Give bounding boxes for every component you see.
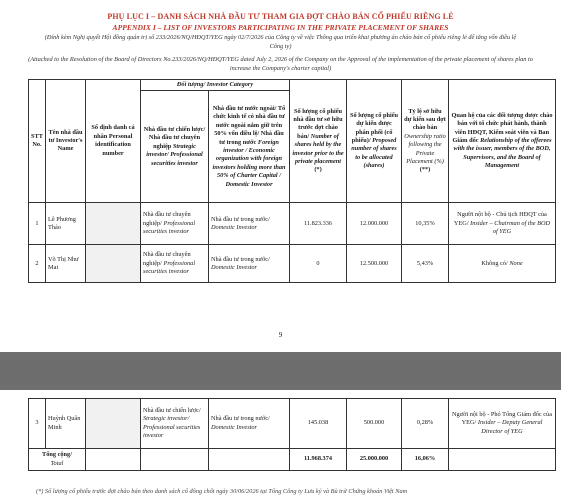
header-ratio-en: Ownership ratio following the Private Placement (%) (404, 132, 446, 166)
investor-table (28, 79, 556, 283)
row-name: Huỳnh Quân Minh (46, 399, 86, 449)
row-proposed: 500.000 (347, 399, 402, 449)
total-held: 11.968.374 (290, 449, 347, 471)
row-domestic-en: Domestic Investor (211, 263, 257, 271)
header-rel-en: Relationship of the offerees with the issuer, members of the BOD, Supervisors, and the Board of Management (453, 137, 552, 170)
row-held: 0 (290, 245, 347, 283)
row-category (141, 399, 209, 449)
header-ratio (402, 80, 449, 203)
row-held: 11.823.336 (290, 203, 347, 245)
row-category-vn: Nhà đầu tư chuyên nghiệp/ (143, 251, 191, 267)
row-relationship (449, 245, 556, 283)
row-domestic-vn: Nhà đầu tư trong nước/ (211, 255, 270, 263)
row-ratio: 0,28% (402, 399, 449, 449)
row-category-vn: Nhà đầu tư chuyên nghiệp/ (143, 211, 191, 227)
total-ratio: 16,06% (402, 449, 449, 471)
header-held (290, 80, 347, 203)
header-foreign (209, 91, 290, 203)
header-strategic (141, 91, 209, 203)
header-held-star: (*) (314, 166, 322, 174)
row-proposed: 12.000.000 (347, 203, 402, 245)
row-name: Võ Thị Như Mai (46, 245, 86, 283)
row-relationship (449, 399, 556, 449)
appendix-title-vn: PHỤ LỤC I – DANH SÁCH NHÀ ĐẦU TƯ THAM GIA ĐỢT CHÀO BÁN CỔ PHIẾU RIÊNG LẺ (107, 12, 454, 21)
row-rel-vn: Người nội bộ - Phó Tổng Giám đốc của YEG/ (451, 410, 553, 427)
row-domestic-vn: Nhà đầu tư trong nước/ (211, 215, 270, 223)
row-id-redacted (86, 203, 141, 245)
header-strategic-vn: Nhà đầu tư chiến lược/ Nhà đầu tư chuyên nghiệp (143, 125, 206, 150)
investor-table-continued (28, 398, 556, 471)
row-category-en: Strategic investor/ Professional securities investor (143, 415, 201, 439)
page-break-band (0, 352, 561, 390)
header-strategic-en: Strategic investor/ Professional securities investor (146, 142, 203, 167)
header-ratio-star: (**) (419, 166, 431, 174)
total-empty-category (141, 449, 209, 471)
header-held-en: Number of shares held by the investor prior to the private placement (292, 132, 344, 166)
header-proposed-en: Proposed number of shares to be allocated (shares) (351, 137, 397, 170)
total-empty-relationship (449, 449, 556, 471)
total-label (29, 449, 86, 471)
row-rel-en: Insider – Deputy General Director of YEG (477, 419, 543, 435)
header-relationship (449, 80, 556, 203)
attachment-note-en: (Attached to the Resolution of the Board of Directors No.233/2026/NQ/HĐQT/YEG dated July 2, 2026 of the Company on the Approval of the implementation of the private placement of shares plan to increase the Company's charter capital) (28, 56, 533, 72)
header-foreign-vn: Nhà đầu tư nước ngoài/ Tổ chức kinh tế có nhà đầu tư nước ngoài nắm giữ trên 50% vốn điều lệ/ Nhà đầu tư trong nước (212, 104, 286, 146)
total-proposed: 25.000.000 (347, 449, 402, 471)
row-domestic (209, 399, 290, 449)
total-empty-domestic (209, 449, 290, 471)
total-empty-id (86, 449, 141, 471)
row-ratio: 10,35% (402, 203, 449, 245)
header-category-group: Đối tượng/ Investor Category (141, 80, 290, 91)
attachment-note-vn: (Đính kèm Nghị quyết Hội đồng quản trị số 233/2026/NQ/HĐQT/YEG ngày 02/7/2026 của Công ty về việc Thông qua triển khai phương án chào bán cổ phiếu riêng lẻ để tăng vốn điều lệ Công ty) (44, 34, 517, 50)
header-stt: STT No. (29, 80, 46, 203)
row-no: 3 (29, 399, 46, 449)
row-rel-en: Insider – Chairman of the BOD of YEG (470, 219, 551, 236)
row-id-redacted (86, 245, 141, 283)
table-row (29, 203, 556, 245)
row-rel-vn: Người nội bộ - Chủ tịch HĐQT của YEG/ (453, 211, 547, 227)
row-domestic (209, 245, 290, 283)
row-relationship (449, 203, 556, 245)
header-held-vn: Số lượng cổ phiếu nhà đầu tư sở hữu trước đợt chào bán/ (293, 107, 343, 140)
header-proposed (347, 80, 402, 203)
header-ratio-vn: Tỷ lệ sở hữu dự kiến sau đợt chào bán (404, 107, 446, 132)
header-foreign-en: Foreign investor / Economic organization with foreign investors holding more than 50% of Charter Capital / Domestic Investor (212, 138, 286, 188)
row-category-en: Professional securities investor (143, 219, 196, 236)
total-row (29, 449, 556, 471)
row-proposed: 12.500.000 (347, 245, 402, 283)
row-domestic-en: Domestic Investor (211, 423, 257, 431)
row-id-redacted (86, 399, 141, 449)
table-row (29, 245, 556, 283)
row-category (141, 203, 209, 245)
row-rel-en: None (509, 259, 523, 267)
row-no: 2 (29, 245, 46, 283)
appendix-title-en: APPENDIX I – LIST OF INVESTORS PARTICIPATING IN THE PRIVATE PLACEMENT OF SHARES (112, 23, 449, 32)
row-no: 1 (29, 203, 46, 245)
row-ratio: 5,43% (402, 245, 449, 283)
header-rel-vn: Quan hệ của các đối tượng được chào bán với tổ chức phát hành, thành viên HĐQT, Kiểm soát viên và Ban Giám đốc (451, 111, 553, 144)
row-category-en: Professional securities investor (143, 259, 196, 276)
row-rel-vn: Không có/ (481, 259, 508, 267)
page-number: 9 (278, 331, 283, 339)
row-domestic-en: Domestic Investor (211, 223, 257, 231)
total-label-en: Total (50, 459, 64, 467)
header-id: Số định danh cá nhân Personal identification number (86, 80, 141, 203)
row-domestic (209, 203, 290, 245)
header-name: Tên nhà đầu tư Investor's Name (46, 80, 86, 203)
total-label-vn: Tổng cộng/ (42, 451, 72, 459)
header-proposed-vn: Số lượng cổ phiếu dự kiến được phân phối (cổ phiếu)/ (349, 111, 399, 144)
row-category (141, 245, 209, 283)
table-row (29, 399, 556, 449)
footnote: (*) Số lượng cổ phiếu trước đợt chào bán theo danh sách cổ đông chốt ngày 30/06/2026 tại Tổng Công ty Lưu ký và Bù trừ Chứng khoán Việt Nam (36, 488, 408, 495)
row-name: Lê Phương Thảo (46, 203, 86, 245)
row-domestic-vn: Nhà đầu tư trong nước/ (211, 415, 270, 423)
row-held: 145.038 (290, 399, 347, 449)
row-category-vn: Nhà đầu tư chiến lược/ (143, 406, 201, 414)
